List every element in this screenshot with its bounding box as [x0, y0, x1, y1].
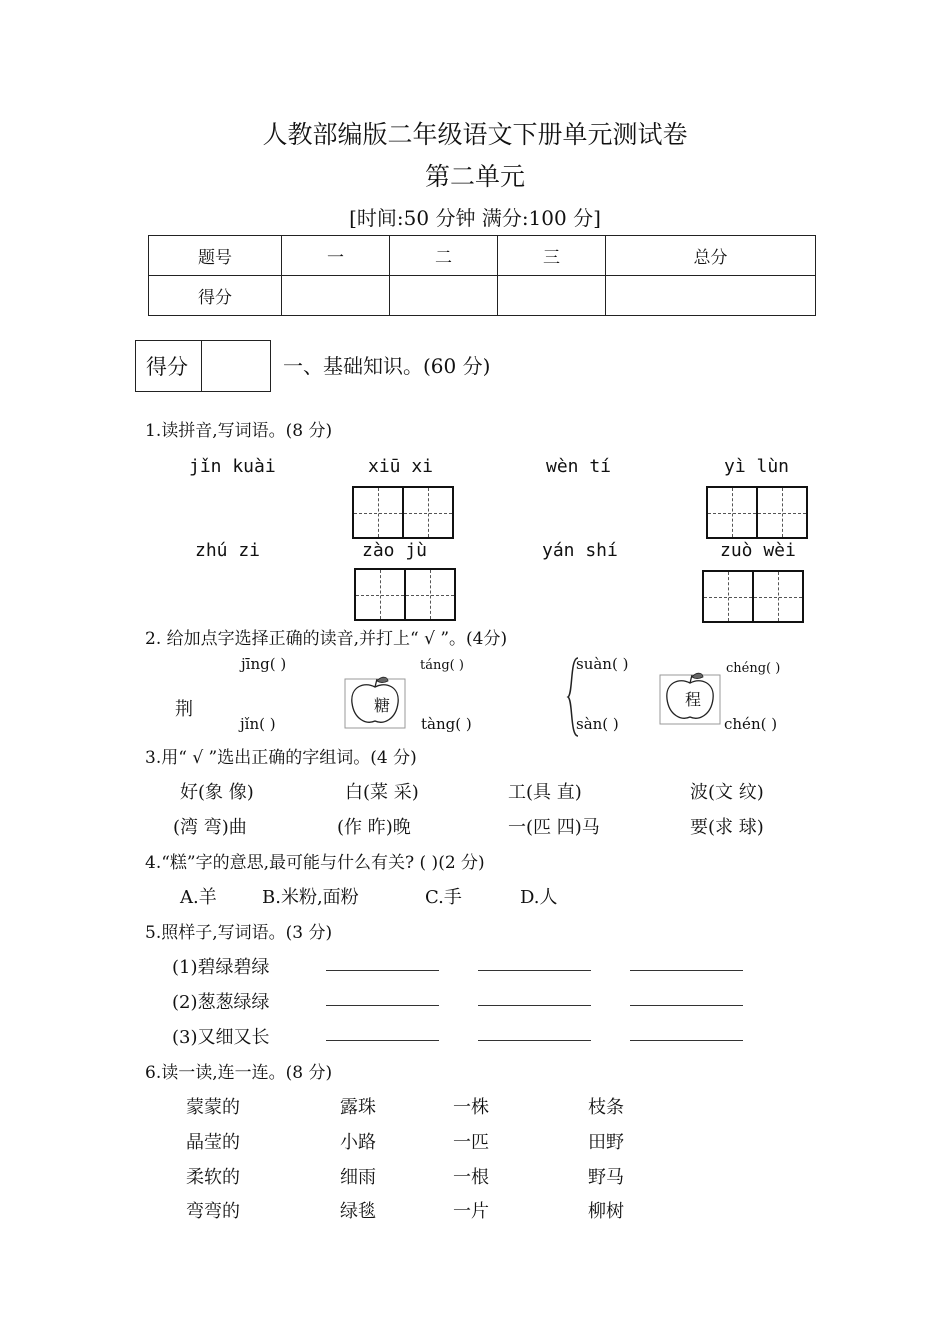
score-table: [148, 235, 816, 316]
match-word[interactable]: 田野: [588, 1132, 624, 1153]
answer-line[interactable]: [478, 1005, 591, 1006]
table-cell: 二: [390, 236, 498, 276]
example-word: (3)又细又长: [172, 1027, 270, 1048]
apple-icon: [344, 673, 406, 729]
time-info: [时间:50 分钟 满分:100 分]: [349, 206, 601, 230]
section-score-label: 得分: [146, 355, 188, 379]
match-word[interactable]: 细雨: [340, 1167, 376, 1188]
word-choice[interactable]: (湾 弯)曲: [173, 817, 247, 838]
question-4-prompt: 4.“糕”字的意思,最可能与什么有关? ( )(2 分): [145, 853, 485, 873]
section-score-box: [135, 340, 271, 392]
pinyin: yán shí: [542, 540, 618, 561]
character: 荆: [175, 699, 193, 720]
option[interactable]: A.羊: [180, 887, 217, 908]
answer-line[interactable]: [630, 1040, 743, 1041]
word-choice[interactable]: (作 昨)晚: [337, 817, 411, 838]
pinyin: wèn tí: [546, 456, 612, 477]
match-word[interactable]: 绿毯: [340, 1201, 376, 1222]
pinyin: xiū xi: [368, 456, 434, 477]
answer-line[interactable]: [630, 1005, 743, 1006]
apple-char: 程: [685, 690, 702, 709]
reading-option[interactable]: táng( ): [420, 658, 464, 673]
example-word: (1)碧绿碧绿: [172, 957, 270, 978]
match-word[interactable]: 一根: [453, 1167, 489, 1188]
answer-line[interactable]: [630, 970, 743, 971]
match-word[interactable]: 小路: [340, 1132, 376, 1153]
word-choice[interactable]: 工(具 直): [508, 782, 582, 803]
reading-option[interactable]: chéng( ): [726, 661, 781, 676]
pinyin: zuò wèi: [720, 540, 796, 561]
pinyin: yì lùn: [724, 456, 790, 477]
apple-char: 糖: [374, 696, 391, 715]
table-cell: 三: [498, 236, 606, 276]
example-word: (2)葱葱绿绿: [172, 992, 270, 1013]
table-cell: 题号: [149, 236, 282, 276]
match-word[interactable]: 蒙蒙的: [186, 1097, 240, 1118]
word-choice[interactable]: 白(菜 采): [345, 782, 419, 803]
match-word[interactable]: 野马: [588, 1167, 624, 1188]
match-word[interactable]: 枝条: [588, 1097, 624, 1118]
score-input-cell[interactable]: [282, 276, 390, 316]
option[interactable]: C.手: [425, 887, 462, 908]
answer-line[interactable]: [478, 1040, 591, 1041]
reading-option[interactable]: suàn( ): [576, 655, 629, 673]
word-choice[interactable]: 波(文 纹): [690, 782, 764, 803]
table-row: [149, 276, 816, 316]
table-cell: 得分: [149, 276, 282, 316]
pinyin: zào jù: [362, 540, 428, 561]
option[interactable]: B.米粉,面粉: [262, 887, 359, 908]
reading-option[interactable]: tàng( ): [421, 715, 472, 733]
word-choice[interactable]: 要(求 球): [690, 817, 764, 838]
pinyin: jǐn kuài: [189, 456, 276, 477]
table-cell: 一: [282, 236, 390, 276]
match-word[interactable]: 柔软的: [186, 1167, 240, 1188]
apple-icon: [659, 669, 721, 725]
match-word[interactable]: 一株: [453, 1097, 489, 1118]
option[interactable]: D.人: [520, 887, 558, 908]
section-title: 一、基础知识。(60 分): [283, 354, 491, 378]
answer-line[interactable]: [326, 970, 439, 971]
answer-line[interactable]: [326, 1005, 439, 1006]
match-word[interactable]: 弯弯的: [186, 1201, 240, 1222]
pinyin: zhú zi: [195, 540, 261, 561]
writing-grid[interactable]: [354, 568, 456, 621]
match-word[interactable]: 柳树: [588, 1201, 624, 1222]
question-3-prompt: 3.用“ √ ”选出正确的字组词。(4 分): [145, 748, 417, 768]
word-choice[interactable]: 好(象 像): [180, 782, 254, 803]
reading-option[interactable]: sàn( ): [576, 715, 619, 733]
page-title: 人教部编版二年级语文下册单元测试卷: [262, 120, 688, 149]
score-input-cell[interactable]: [390, 276, 498, 316]
reading-option[interactable]: jǐn( ): [240, 715, 276, 733]
word-choice[interactable]: 一(匹 四)马: [508, 817, 600, 838]
match-word[interactable]: 一匹: [453, 1132, 489, 1153]
match-word[interactable]: 一片: [453, 1201, 489, 1222]
question-2-prompt: 2. 给加点字选择正确的读音,并打上“ √ ”。(4分): [145, 629, 508, 649]
match-word[interactable]: 晶莹的: [186, 1132, 240, 1153]
question-6-prompt: 6.读一读,连一连。(8 分): [145, 1063, 333, 1083]
unit-title: 第二单元: [424, 162, 525, 191]
score-input-cell[interactable]: [498, 276, 606, 316]
table-row: [149, 236, 816, 276]
reading-option[interactable]: chén( ): [724, 715, 778, 733]
answer-line[interactable]: [326, 1040, 439, 1041]
question-1-prompt: 1.读拼音,写词语。(8 分): [145, 421, 333, 441]
divider: [201, 341, 202, 391]
writing-grid[interactable]: [706, 486, 808, 539]
match-word[interactable]: 露珠: [340, 1097, 376, 1118]
writing-grid[interactable]: [702, 570, 804, 623]
reading-option[interactable]: jīng( ): [241, 655, 287, 673]
question-5-prompt: 5.照样子,写词语。(3 分): [145, 923, 333, 943]
answer-line[interactable]: [478, 970, 591, 971]
table-cell: 总分: [606, 236, 816, 276]
score-input-cell[interactable]: [606, 276, 816, 316]
writing-grid[interactable]: [352, 486, 454, 539]
